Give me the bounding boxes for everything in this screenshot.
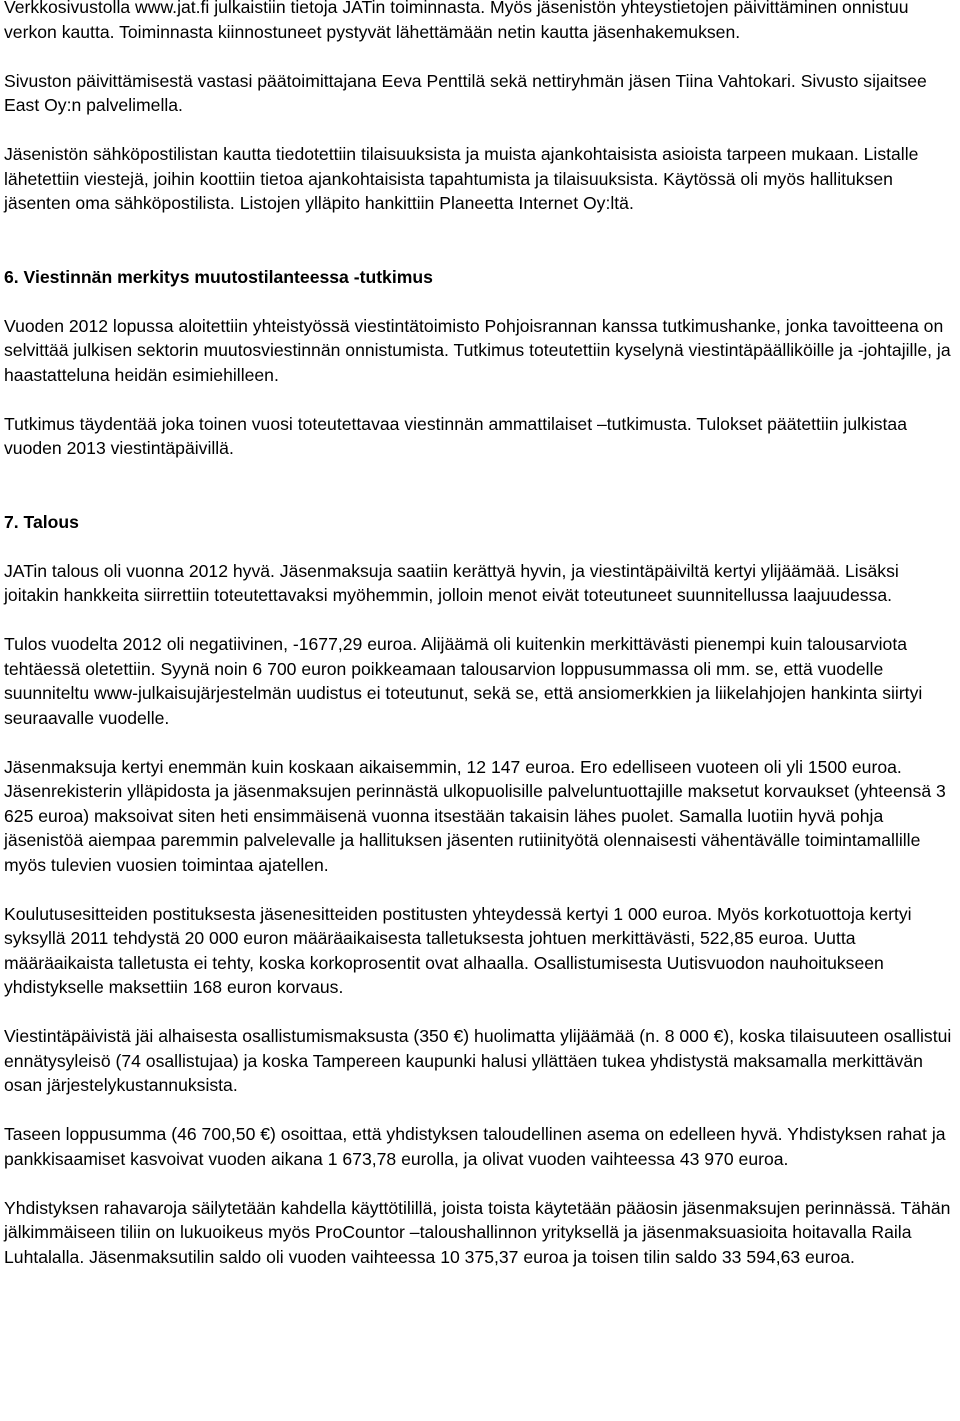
section-6-paragraph: Vuoden 2012 lopussa aloitettiin yhteistyössä viestintätoimisto Pohjoisrannan kanssa tutkimushanke, jonka tavoitteena on selvittää julkisen sektorin muutosviestinnän onnistumista. Tutkimus toteutettiin kyselynä viestintäpäälliköille ja -johtajille, ja haastatteluna heidän esimiehilleen. bbox=[4, 315, 951, 385]
section-7-heading: 7. Talous bbox=[4, 511, 79, 532]
section-spacer bbox=[4, 240, 954, 265]
section-7-paragraph: Koulutusesitteiden postituksesta jäsenesitteiden postitusten yhteydessä kertyi 1 000 euroa. Myös korkotuottoja kertyi syksyllä 2011 tehdystä 20 000 euron määräaikaisesta talletuksesta johtuen merkittävästi, 522,85 euroa. Uutta määräaikaista talletusta ei tehty, koska korkoprosentit ovat alhaalla. Osallistumisesta Uutisvuodon nauhoitukseen yhdistykselle maksettiin 168 euron korvaus. bbox=[4, 903, 912, 997]
section-7-paragraph: Viestintäpäivistä jäi alhaisesta osallistumismaksusta (350 €) huolimatta ylijäämää (n. 8 000 €), koska tilaisuuteen osallistui ennätysyleisö (74 osallistujaa) ja koska Tampereen kaupunki halusi yllättäen tukea yhdistystä maksamalla merkittävän osan järjestelykustannuksista. bbox=[4, 1026, 952, 1095]
section-7-paragraph: Jäsenmaksuja kertyi enemmän kuin koskaan aikaisemmin, 12 147 euroa. Ero edelliseen vuoteen oli yli 1500 euroa. Jäsenrekisterin ylläpidosta ja jäsenmaksujen perinnästä ulkopuolisille palveluntuottajille maksetut korvaukset (yhteensä 3 625 euroa) maksoivat siten heti ensimmäisenä vuonna itsestään takaisin lähes puolet. Samalla luotiin hyvä pohja jäsenistöä aiempaa paremmin palvelevalle ja hallituksen jäsenten rutiinityötä olennaisesti vähentävälle toimintamallille myös tulevien vuosien toimintaa ajatellen. bbox=[4, 756, 946, 875]
intro-paragraph-mailing-list: Jäsenistön sähköpostilistan kautta tiedotettiin tilaisuuksista ja muista ajankohtaisista asioista tarpeen mukaan. Listalle lähetettiin viestejä, joihin koottiin tietoa ajankohtaisista tapahtumista ja tilaisuuksista. Käytössä oli myös hallituksen jäsenten oma sähköpostilista. Listojen ylläpito hankittiin Planeetta Internet Oy:ltä. bbox=[4, 144, 919, 213]
intro-paragraph-website: Verkkosivustolla www.jat.fi julkaistiin tietoja JATin toiminnasta. Myös jäsenistön yhteystietojen päivittäminen onnistuu verkon kautta. Toiminnasta kiinnostuneet pystyvät lähettämään netin kautta jäsenhakemuksen. bbox=[4, 0, 909, 42]
section-6-paragraph: Tutkimus täydentää joka toinen vuosi toteutettavaa viestinnän ammattilaiset –tutkimusta. Tulokset päätettiin julkistaa vuoden 2013 viestintäpäivillä. bbox=[4, 413, 907, 458]
section-7-paragraph: Tulos vuodelta 2012 oli negatiivinen, -1677,29 euroa. Alijäämä oli kuitenkin merkittävästi pienempi kuin talousarviota tehtäessä oletettiin. Syynä noin 6 700 euron poikkeamaan talousarvion loppusummassa oli mm. se, että vuodelle suunniteltu www-julkaisujärjestelmän uudistus ei toteutunut, sekä se, että ansiomerkkien ja liikelahjojen hankinta siirtyi seuraavalle vuodelle. bbox=[4, 634, 923, 728]
section-spacer bbox=[4, 485, 954, 510]
section-7-paragraph: JATin talous oli vuonna 2012 hyvä. Jäsenmaksuja saatiin kerättyä hyvin, ja viestintäpäiviltä kertyi ylijäämää. Lisäksi joitakin hankkeita siirrettiin toteutettavaksi myöhemmin, jolloin menot eivät toteutuneet suunnitellussa laajuudessa. bbox=[4, 560, 899, 605]
section-6-heading: 6. Viestinnän merkitys muutostilanteessa -tutkimus bbox=[4, 266, 433, 287]
document-body bbox=[4, 0, 954, 1269]
section-7-paragraph: Yhdistyksen rahavaroja säilytetään kahdella käyttötilillä, joista toista käytetään pääosin jäsenmaksujen perinnässä. Tähän jälkimmäiseen tiliin on lukuoikeus myös ProCountor –taloushallinnon yrityksellä ja jäsenmaksuasioita hoitavalla Raila Luhtalalla. Jäsenmaksutilin saldo oli vuoden vaihteessa 10 375,37 euroa ja toisen tilin saldo 33 594,63 euroa. bbox=[4, 1197, 951, 1267]
section-7-paragraph: Taseen loppusumma (46 700,50 €) osoittaa, että yhdistyksen taloudellinen asema on edelleen hyvä. Yhdistyksen rahat ja pankkisaamiset kasvoivat vuoden aikana 1 673,78 eurolla, ja olivat vuoden vaihteessa 43 970 euroa. bbox=[4, 1124, 946, 1169]
intro-paragraph-site-maintenance: Sivuston päivittämisestä vastasi päätoimittajana Eeva Penttilä sekä nettiryhmän jäsen Tiina Vahtokari. Sivusto sijaitsee East Oy:n palvelimella. bbox=[4, 70, 927, 115]
